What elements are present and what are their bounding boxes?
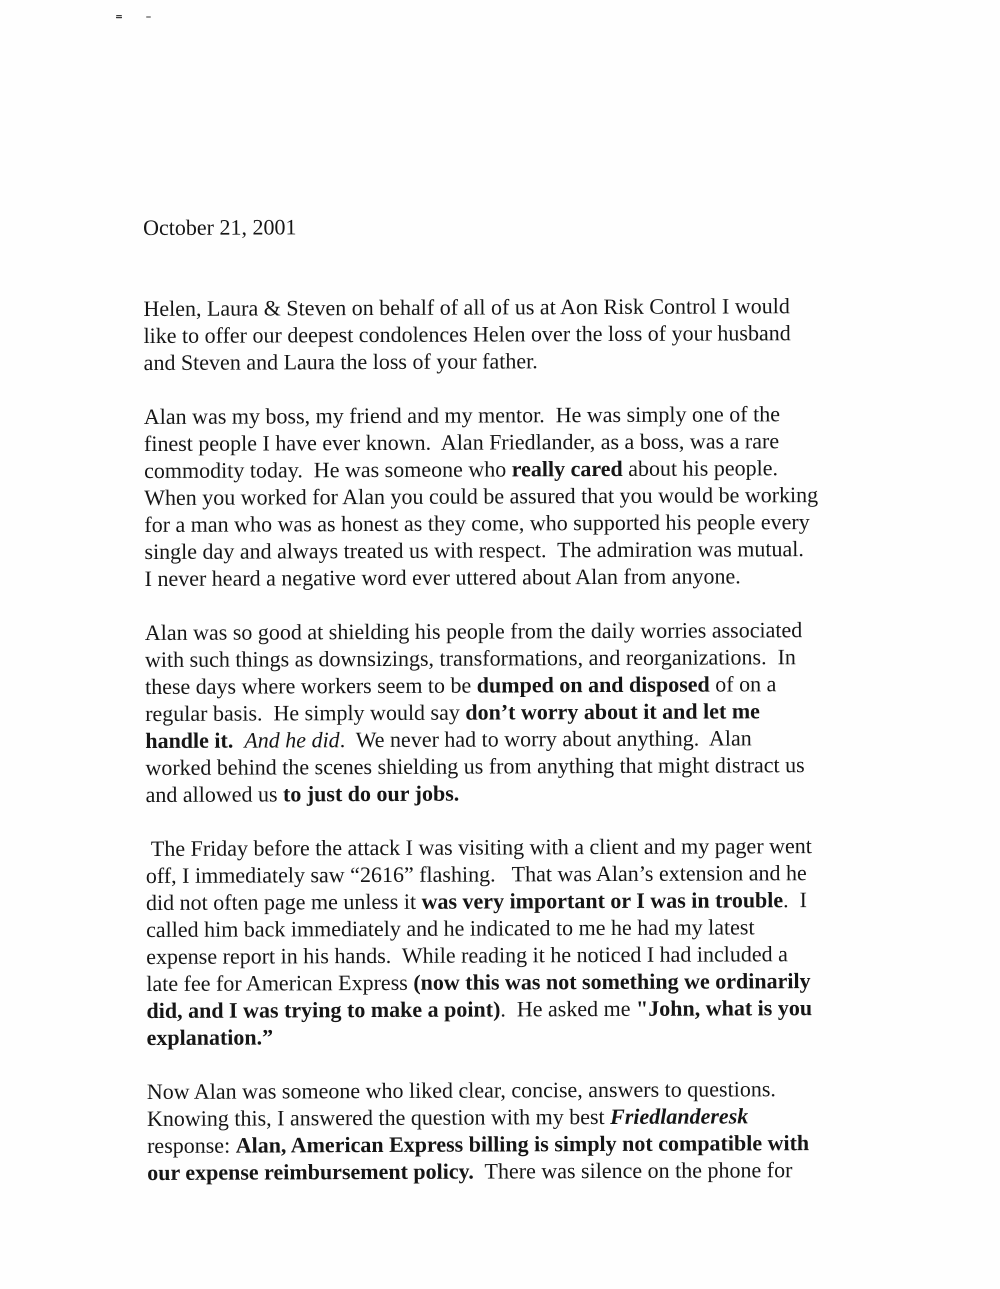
text-run: expense report in his hands. While reading it he noticed I had included a [146, 941, 788, 969]
text-run: dumped on and disposed [476, 671, 710, 698]
text-line [146, 940, 876, 970]
text-run: about his people. [622, 455, 778, 481]
text-line [144, 481, 874, 511]
text-line [144, 508, 874, 538]
text-run: and allowed us [145, 781, 284, 807]
text-run: did not often page me unless it [145, 888, 422, 915]
text-run: to just do our jobs. [282, 780, 460, 807]
paragraph [147, 1075, 877, 1186]
text-run: finest people I have ever known. Alan Friedlander, as a boss, was a rare [143, 428, 780, 456]
text-line [146, 913, 876, 943]
text-line [144, 346, 874, 376]
text-run: like to offer our deepest condolences Helen over the loss of your husband [143, 320, 791, 348]
scan-speck [116, 15, 122, 19]
text-run: was very important or I was in trouble [421, 887, 784, 914]
letter-content [143, 211, 877, 1186]
letter-date: October 21, 2001 [143, 214, 297, 240]
text-run: worked behind the scenes shielding us from anything that might distract us [145, 752, 805, 780]
text-run: Now Alan was someone who liked clear, concise, answers to questions. [146, 1076, 776, 1104]
text-line [145, 697, 875, 727]
text-run: (now this was not something we ordinarily [413, 968, 811, 995]
text-run: . He asked me [500, 995, 637, 1022]
text-run: our expense reimbursement policy. [147, 1158, 474, 1185]
text-line [145, 751, 875, 781]
text-line [146, 886, 876, 916]
text-run: . I [783, 887, 808, 913]
text-line [145, 643, 875, 673]
text-run: don’t worry about it and let me [465, 698, 760, 725]
text-line [145, 562, 875, 592]
text-run [233, 728, 244, 753]
text-line [144, 454, 874, 484]
text-run: Helen, Laura & Steven on behalf of all of us at Aon Risk Control I would [143, 293, 790, 321]
text-run: Alan, American Express billing is simply not compatible with [235, 1130, 810, 1158]
text-run: When you worked for Alan you could be assured that you would be working [144, 482, 819, 510]
text-run: these days where workers seem to be [145, 672, 477, 699]
text-run: late fee for American Express [146, 969, 414, 996]
text-line [144, 400, 874, 430]
scan-speck [146, 16, 151, 18]
text-run: response: [147, 1132, 236, 1158]
text-run: with such things as downsizings, transformations, and reorganizations. In [144, 644, 796, 672]
text-run: "John, what is you [635, 995, 813, 1021]
text-run: and Steven and Laura the loss of your father. [143, 348, 538, 375]
text-line [146, 832, 876, 862]
text-run: Knowing this, I answered the question with my best [146, 1103, 611, 1131]
text-line [146, 994, 876, 1024]
text-line [145, 778, 875, 808]
text-run: really cared [511, 455, 623, 482]
text-run: single day and always treated us with respect. The admiration was mutual. [144, 536, 804, 564]
text-run: off, I immediately saw “2616” flashing. That was Alan’s extension and he [145, 860, 807, 888]
text-line [143, 292, 873, 322]
text-run: Alan was my boss, my friend and my mentor. He was simply one of the [143, 401, 781, 429]
text-line [147, 1075, 877, 1105]
text-line [147, 1102, 877, 1132]
text-run: did, and I was trying to make a point) [146, 996, 501, 1023]
text-line [144, 535, 874, 565]
paragraph [144, 400, 875, 592]
text-run: for a man who was as honest as they come, who supported his people every [144, 509, 810, 537]
text-line [145, 724, 875, 754]
text-run: I never heard a negative word ever uttered about Alan from anyone. [144, 563, 741, 591]
paragraph [143, 292, 873, 376]
text-line [147, 1156, 877, 1186]
text-line [145, 670, 875, 700]
text-run: of on a [709, 671, 777, 697]
text-run: explanation.” [146, 1024, 274, 1050]
text-line [143, 319, 873, 349]
text-run: . We never had to worry about anything. Alan [339, 725, 752, 753]
text-line [146, 859, 876, 889]
paragraph [145, 616, 876, 808]
text-run: And he did [244, 727, 340, 753]
paragraph [146, 832, 877, 1051]
letter-body [143, 292, 877, 1186]
text-run: Friedlanderesk [610, 1103, 749, 1129]
text-run: handle it. [145, 727, 234, 753]
text-run: regular basis. He simply would say [145, 699, 466, 726]
text-line [145, 616, 875, 646]
text-run: There was silence on the phone for [473, 1157, 793, 1184]
text-run: commodity today. He was someone who [144, 456, 512, 483]
text-line [147, 1129, 877, 1159]
text-run: called him back immediately and he indicated to me he had my latest [146, 914, 755, 942]
text-line [147, 1021, 877, 1051]
text-run: Alan was so good at shielding his people from the daily worries associated [144, 617, 803, 645]
text-line [144, 427, 874, 457]
text-run: The Friday before the attack I was visiting with a client and my pager went [145, 833, 812, 861]
text-line [146, 967, 876, 997]
